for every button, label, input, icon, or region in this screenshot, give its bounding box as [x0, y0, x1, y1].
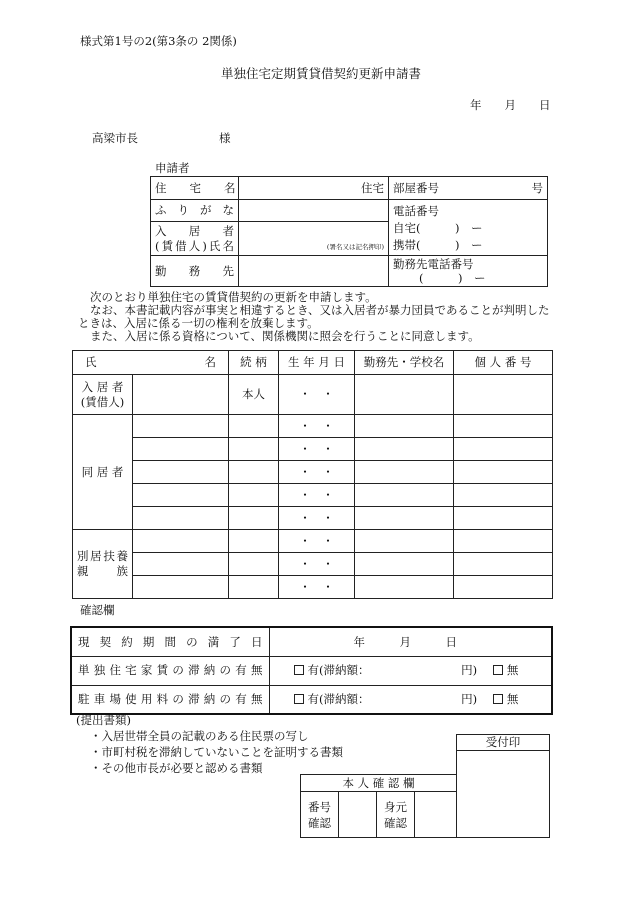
name-cell[interactable]: [133, 415, 229, 438]
parking-arrears-yes-label: 有(滞納額：: [307, 692, 370, 707]
home-phone: 自宅( ) ー: [393, 221, 483, 235]
statement-line-1: 次のとおり単独住宅の賃貸借契約の更新を申請します。: [90, 290, 377, 304]
birthdate-cell[interactable]: ・ ・: [279, 576, 355, 599]
table-row: [73, 507, 553, 530]
relation-cell[interactable]: [229, 576, 279, 599]
name-cell[interactable]: [133, 530, 229, 553]
header-workplace: 勤務先・学校名: [355, 351, 454, 375]
my-number-cell[interactable]: [454, 484, 553, 507]
workplace-cell[interactable]: [355, 576, 454, 599]
list-item: ・市町村税を滞納していないことを証明する書類: [90, 745, 343, 759]
relation-cell[interactable]: [229, 461, 279, 484]
name-cell[interactable]: [133, 375, 229, 415]
relation-cell[interactable]: [229, 507, 279, 530]
furigana-field[interactable]: [239, 200, 389, 222]
relation-cell[interactable]: [229, 530, 279, 553]
rent-arrears-no-checkbox[interactable]: [493, 665, 503, 675]
name-cell[interactable]: [133, 484, 229, 507]
parking-arrears-no-checkbox[interactable]: [493, 694, 503, 704]
my-number-cell[interactable]: [454, 438, 553, 461]
header-relation: 続 柄: [229, 351, 279, 375]
resident-name-field[interactable]: [239, 222, 389, 256]
my-number-cell[interactable]: [454, 553, 553, 576]
parking-arrears-no-label: 無: [506, 692, 519, 707]
applicant-table: [150, 176, 548, 287]
my-number-cell[interactable]: [454, 507, 553, 530]
parking-arrears-yes-checkbox[interactable]: [294, 694, 304, 704]
relation-cell[interactable]: [229, 553, 279, 576]
address-field[interactable]: [239, 177, 389, 200]
birthdate-cell[interactable]: ・ ・: [279, 438, 355, 461]
identity-check-title: 本 人 確 認 欄: [301, 775, 457, 792]
statement-line-2: なお、本書記載内容が事実と相違するとき、又は入居者が暴力団員であることが判明したときは、入居に係る一切の権利を放棄します。: [78, 303, 550, 330]
table-row: [73, 484, 553, 507]
workplace-cell[interactable]: [355, 415, 454, 438]
workplace-field[interactable]: [239, 256, 389, 287]
workplace-phone-field[interactable]: [389, 256, 548, 287]
phone-label: 電話番号: [393, 204, 439, 218]
my-number-cell[interactable]: [454, 530, 553, 553]
rent-arrears-yes-checkbox[interactable]: [294, 665, 304, 675]
name-cell[interactable]: [133, 438, 229, 461]
birthdate-cell[interactable]: ・ ・: [279, 415, 355, 438]
parking-arrears-field: [269, 685, 552, 714]
confirmation-table: [70, 626, 553, 715]
table-row: [73, 461, 553, 484]
documents-list: [90, 728, 343, 776]
statement-line-3: また、入居に係る資格について、関係機関に照会を行うことに同意します。: [90, 329, 480, 343]
birthdate-cell[interactable]: ・ ・: [279, 375, 355, 415]
room-label: 部屋番号: [393, 180, 439, 195]
name-cell[interactable]: [133, 576, 229, 599]
table-row: [73, 553, 553, 576]
resident-row-label-2: (賃借人): [80, 394, 125, 409]
identity-check-label: 身元 確認: [377, 792, 415, 838]
relation-cell[interactable]: [229, 438, 279, 461]
workplace-cell[interactable]: [355, 484, 454, 507]
number-check-field[interactable]: [339, 792, 377, 838]
resident-name-label: [151, 222, 239, 256]
workplace-cell[interactable]: [355, 553, 454, 576]
reception-stamp-box: [456, 734, 550, 838]
number-check-label: 番号 確認: [301, 792, 339, 838]
phone-field[interactable]: [389, 200, 548, 256]
table-row: [73, 415, 553, 438]
members-table: [72, 350, 553, 599]
header-my-number: 個 人 番 号: [454, 351, 553, 375]
parking-arrears-yen: 円): [461, 692, 478, 707]
relation-cell[interactable]: [229, 415, 279, 438]
confirmation-caption: 確認欄: [80, 603, 115, 617]
my-number-cell[interactable]: [454, 461, 553, 484]
resident-label-1: 入 居 者: [155, 223, 234, 238]
name-cell[interactable]: [133, 553, 229, 576]
resident-row-label: [73, 375, 133, 415]
workplace-label: 勤 務 先: [151, 256, 239, 287]
workplace-cell[interactable]: [355, 461, 454, 484]
identity-check-table: [300, 774, 457, 838]
relation-cell: 本人: [229, 375, 279, 415]
submission-date: 年 月 日: [470, 98, 551, 112]
applicant-caption: 申請者: [155, 161, 190, 175]
contract-expiry-value[interactable]: 年 月 日: [269, 627, 552, 656]
signature-note: (署名又は記名押印): [326, 242, 384, 251]
reception-stamp-title: 受付印: [457, 735, 550, 751]
form-code: 様式第1号の2(第3条の 2関係): [80, 34, 237, 48]
rent-arrears-yen: 円): [461, 663, 478, 678]
birthdate-cell[interactable]: ・ ・: [279, 461, 355, 484]
workplace-cell[interactable]: [355, 530, 454, 553]
documents-caption: (提出書類): [76, 713, 131, 727]
cohabitant-label: 同 居 者: [73, 415, 133, 530]
my-number-cell[interactable]: [454, 375, 553, 415]
birthdate-cell[interactable]: ・ ・: [279, 553, 355, 576]
my-number-cell[interactable]: [454, 415, 553, 438]
relation-cell[interactable]: [229, 484, 279, 507]
table-row: [73, 576, 553, 599]
mobile-phone: 携帯( ) ー: [393, 238, 483, 252]
page-title: 単独住宅定期賃貸借契約更新申請書: [221, 66, 422, 81]
dependent-label: [73, 530, 133, 599]
identity-check-field[interactable]: [415, 792, 457, 838]
header-birthdate: 生 年 月 日: [279, 351, 355, 375]
workplace-cell[interactable]: [355, 507, 454, 530]
addressee-honorific: 様: [219, 131, 231, 145]
list-item: ・入居世帯全員の記載のある住民票の写し: [90, 729, 309, 743]
birthdate-cell[interactable]: ・ ・: [279, 530, 355, 553]
workplace-phone-label: 勤務先電話番号: [393, 257, 474, 271]
workplace-cell[interactable]: [355, 375, 454, 415]
parking-arrears-label: 駐 車 場 使 用 料 の 滞 納 の 有 無: [71, 685, 269, 714]
table-row: [73, 530, 553, 553]
room-suffix: 号: [531, 180, 543, 195]
reception-stamp-area: [457, 751, 550, 838]
rent-arrears-yes-label: 有(滞納額：: [307, 663, 370, 678]
workplace-cell[interactable]: [355, 438, 454, 461]
addressee: 高梁市長: [92, 131, 138, 145]
my-number-cell[interactable]: [454, 576, 553, 599]
address-label: 住 宅 名: [151, 177, 239, 200]
rent-arrears-field: [269, 656, 552, 685]
birthdate-cell[interactable]: ・ ・: [279, 507, 355, 530]
room-field[interactable]: [389, 177, 548, 200]
list-item: ・その他市長が必要と認める書類: [90, 761, 263, 775]
table-row: [73, 375, 553, 415]
furigana-label: ふ り が な: [151, 200, 239, 222]
rent-arrears-label: 単 独 住 宅 家 賃 の 滞 納 の 有 無: [71, 656, 269, 685]
address-suffix: 住宅: [361, 180, 384, 195]
workplace-phone: ( ) ー: [419, 271, 486, 285]
name-cell[interactable]: [133, 461, 229, 484]
dependent-label-1: 別居扶養: [77, 549, 128, 563]
name-cell[interactable]: [133, 507, 229, 530]
birthdate-cell[interactable]: ・ ・: [279, 484, 355, 507]
rent-arrears-no-label: 無: [506, 663, 519, 678]
dependent-label-2: 親 族: [77, 564, 128, 578]
resident-row-label-1: 入 居 者: [81, 379, 124, 394]
header-name: 氏 名: [73, 351, 229, 375]
table-row: [73, 438, 553, 461]
resident-label-2: (賃借人)氏名: [155, 238, 234, 253]
contract-expiry-label: 現 契 約 期 間 の 満 了 日: [71, 627, 269, 656]
